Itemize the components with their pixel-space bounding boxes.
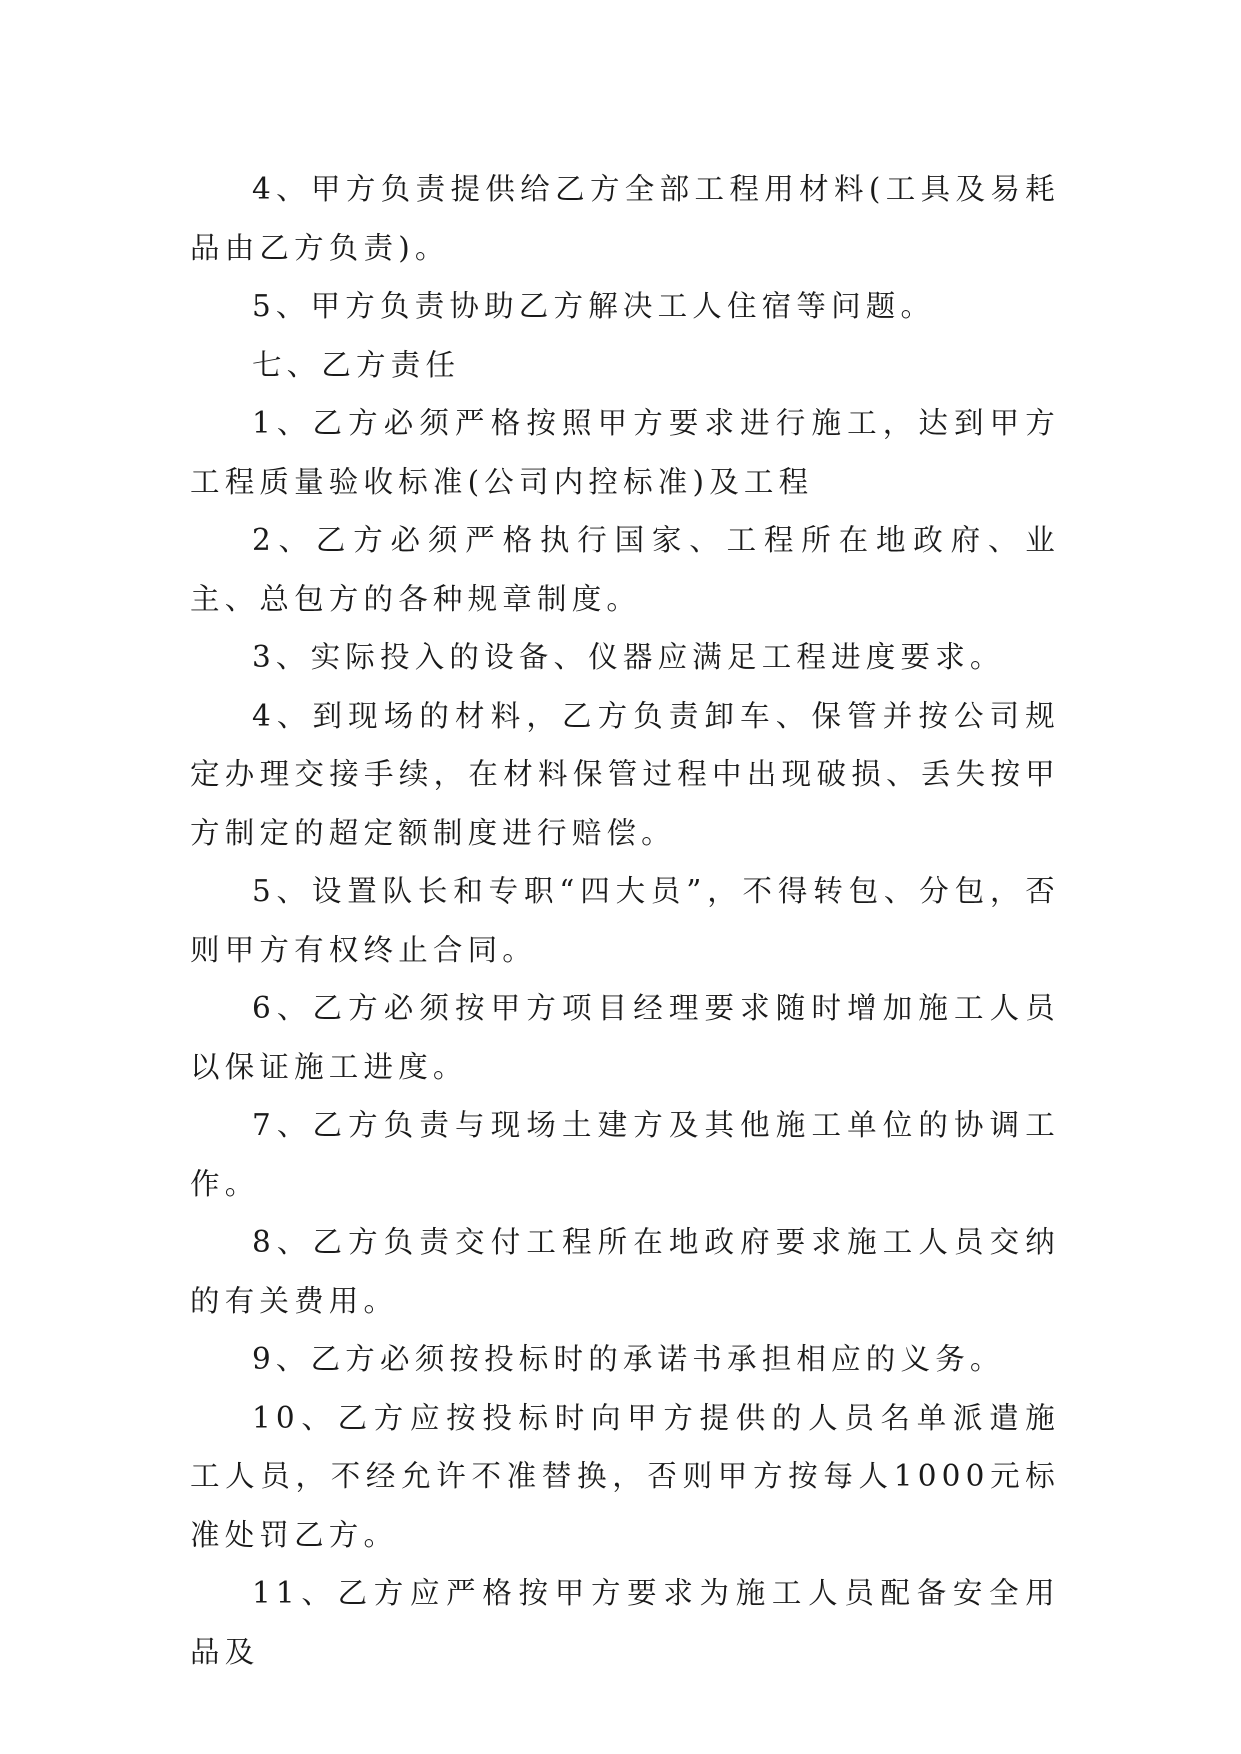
paragraph-item-5-housing: 5、甲方负责协助乙方解决工人住宿等问题。 <box>251 289 936 323</box>
paragraph-b-item-10: 10、乙方应按投标时向甲方提供的人员名单派遣施工人员，不经允许不准替换，否则甲方按每人1000元标准处罚乙方。 <box>190 1400 1060 1552</box>
paragraph-item-4-materials: 4、甲方负责提供给乙方全部工程用材料(工具及易耗品由乙方负责)。 <box>190 172 1060 265</box>
paragraph-b-item-4: 4、到现场的材料，乙方负责卸车、保管并按公司规定办理交接手续，在材料保管过程中出现破损、丢失按甲方制定的超定额制度进行赔偿。 <box>190 698 1060 850</box>
paragraph-b-item-7: 7、乙方负责与现场土建方及其他施工单位的协调工作。 <box>190 1108 1060 1201</box>
paragraph-b-item-6: 6、乙方必须按甲方项目经理要求随时增加施工人员以保证施工进度。 <box>190 991 1060 1084</box>
paragraph-b-item-8: 8、乙方负责交付工程所在地政府要求施工人员交纳的有关费用。 <box>190 1225 1060 1318</box>
paragraph-b-item-3: 3、实际投入的设备、仪器应满足工程进度要求。 <box>251 640 1005 674</box>
paragraph-b-item-1: 1、乙方必须严格按照甲方要求进行施工，达到甲方工程质量验收标准(公司内控标准)及工程 <box>190 406 1060 499</box>
paragraph-b-item-9: 9、乙方必须按投标时的承诺书承担相应的义务。 <box>251 1342 1005 1376</box>
paragraph-b-item-2: 2、乙方必须严格执行国家、工程所在地政府、业主、总包方的各种规章制度。 <box>190 523 1060 616</box>
section-heading-party-b: 七、乙方责任 <box>251 347 461 382</box>
document-body <box>190 160 1060 1681</box>
paragraph-b-item-11: 11、乙方应严格按甲方要求为施工人员配备安全用品及 <box>190 1576 1060 1669</box>
paragraph-b-item-5: 5、设置队长和专职“四大员”，不得转包、分包，否则甲方有权终止合同。 <box>190 874 1060 967</box>
